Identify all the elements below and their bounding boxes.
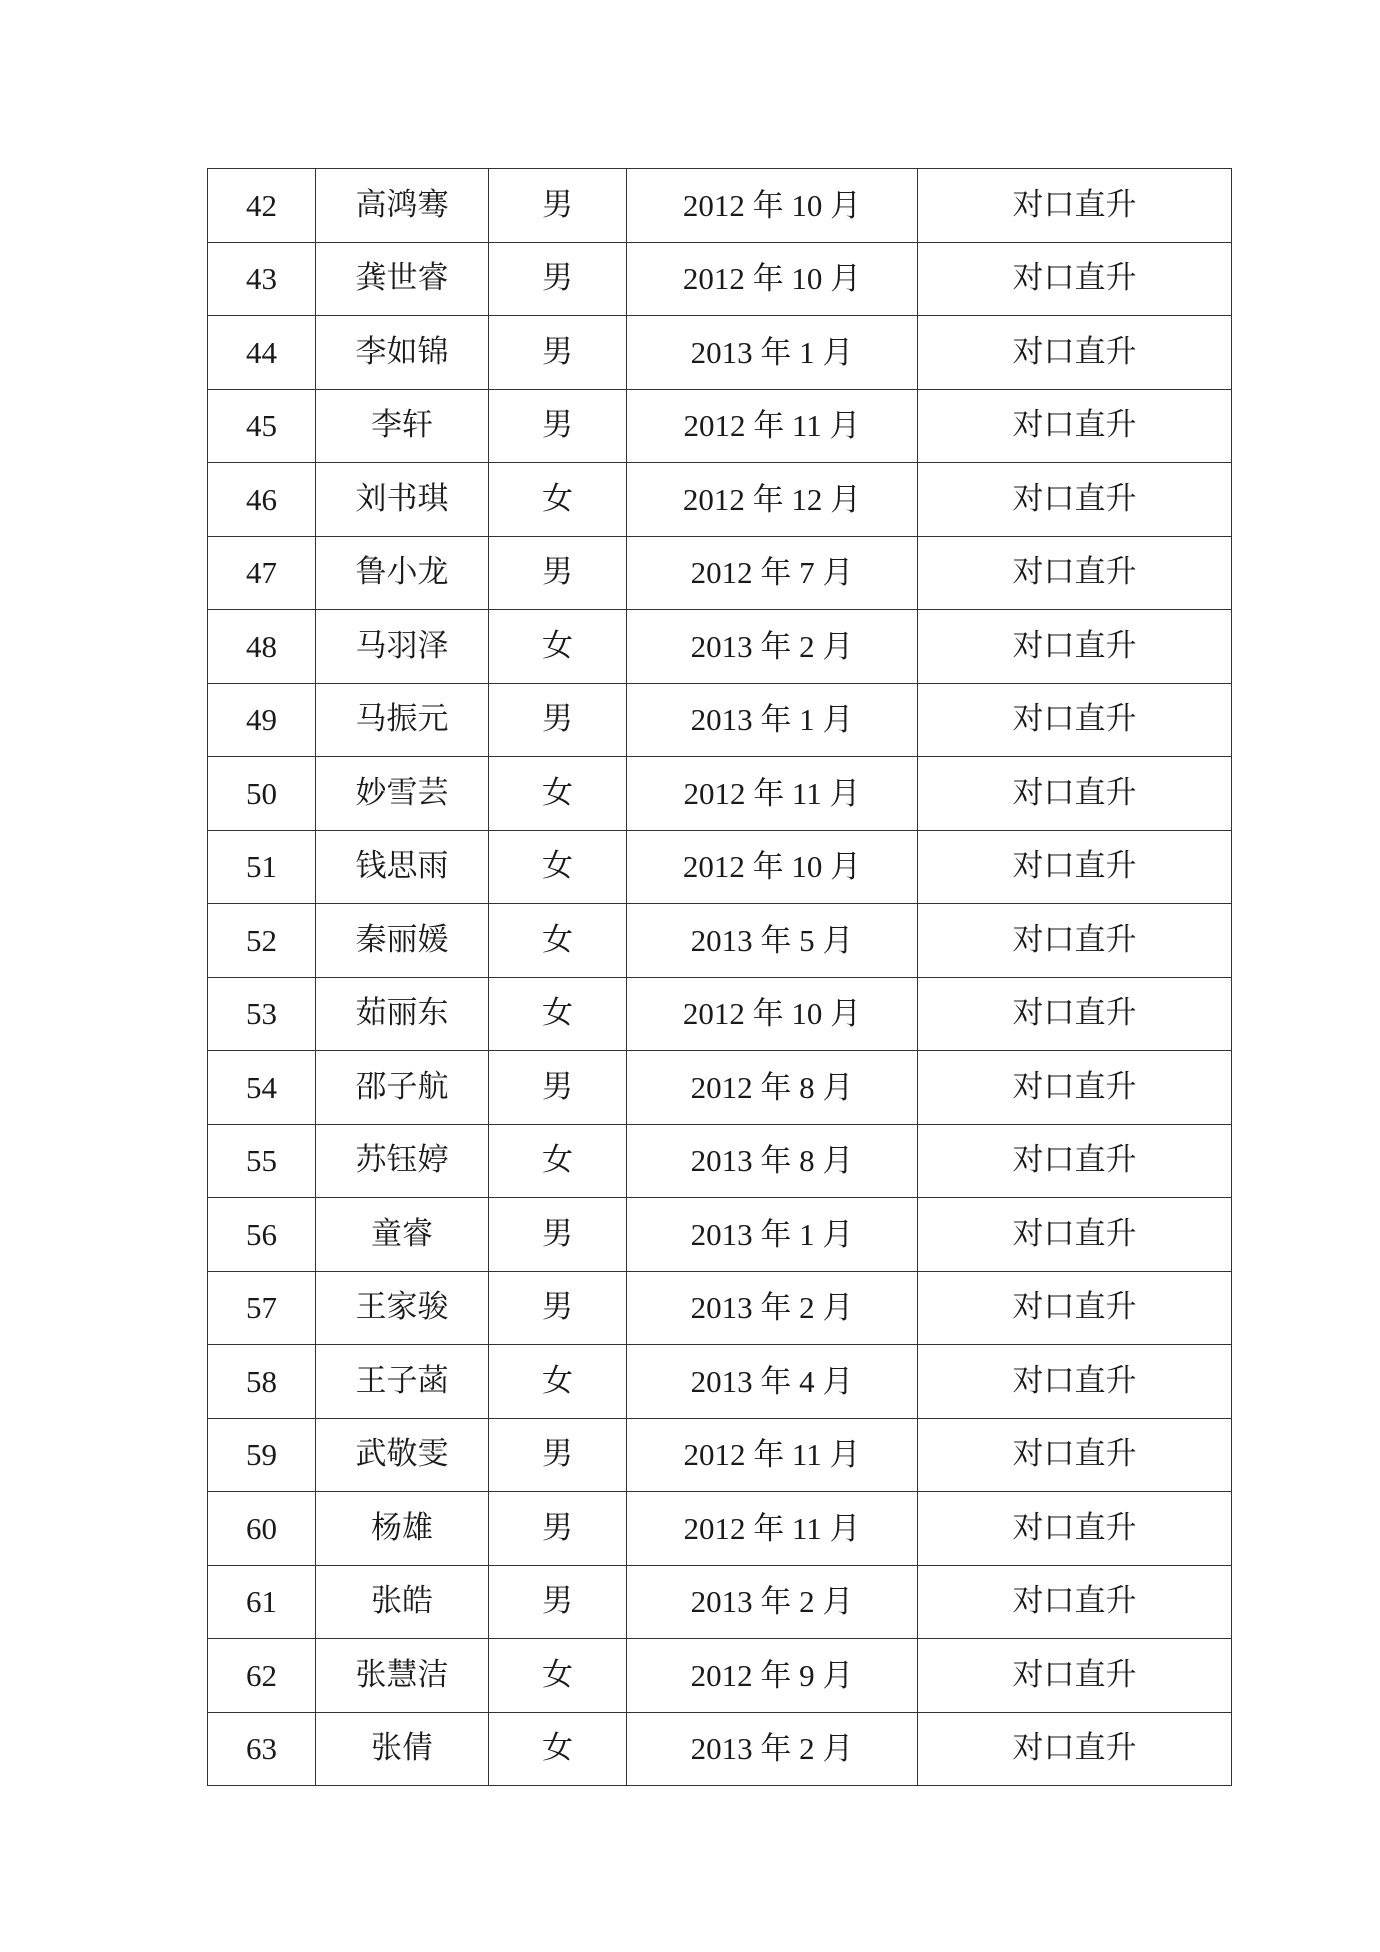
gender-cell: 男 <box>489 1418 627 1492</box>
row-number-cell: 48 <box>208 610 316 684</box>
table-row <box>208 757 1232 831</box>
birth-date-cell: 2012 年 12 月 <box>627 463 918 537</box>
admission-type-cell: 对口直升 <box>918 1345 1232 1419</box>
table-row <box>208 463 1232 537</box>
admission-type-cell: 对口直升 <box>918 1565 1232 1639</box>
student-name-cell: 邵子航 <box>316 1051 489 1125</box>
admission-type-cell: 对口直升 <box>918 830 1232 904</box>
gender-cell: 男 <box>489 169 627 243</box>
birth-date-cell: 2013 年 5 月 <box>627 904 918 978</box>
row-number-cell: 54 <box>208 1051 316 1125</box>
admission-type-cell: 对口直升 <box>918 977 1232 1051</box>
student-name-cell: 王子菡 <box>316 1345 489 1419</box>
birth-date-cell: 2012 年 9 月 <box>627 1639 918 1713</box>
table-row <box>208 1712 1232 1786</box>
student-name-cell: 李轩 <box>316 389 489 463</box>
student-roster-table <box>207 168 1232 1786</box>
student-name-cell: 杨雄 <box>316 1492 489 1566</box>
student-name-cell: 王家骏 <box>316 1271 489 1345</box>
row-number-cell: 55 <box>208 1124 316 1198</box>
birth-date-cell: 2013 年 2 月 <box>627 610 918 684</box>
birth-date-cell: 2012 年 10 月 <box>627 977 918 1051</box>
admission-type-cell: 对口直升 <box>918 757 1232 831</box>
student-name-cell: 龚世睿 <box>316 242 489 316</box>
table-row <box>208 1639 1232 1713</box>
row-number-cell: 46 <box>208 463 316 537</box>
admission-type-cell: 对口直升 <box>918 389 1232 463</box>
table-row <box>208 1418 1232 1492</box>
gender-cell: 女 <box>489 463 627 537</box>
admission-type-cell: 对口直升 <box>918 1124 1232 1198</box>
roster-body <box>208 169 1232 1786</box>
student-name-cell: 马羽泽 <box>316 610 489 684</box>
birth-date-cell: 2013 年 1 月 <box>627 683 918 757</box>
admission-type-cell: 对口直升 <box>918 1271 1232 1345</box>
row-number-cell: 52 <box>208 904 316 978</box>
student-name-cell: 李如锦 <box>316 316 489 390</box>
admission-type-cell: 对口直升 <box>918 610 1232 684</box>
admission-type-cell: 对口直升 <box>918 1712 1232 1786</box>
birth-date-cell: 2012 年 10 月 <box>627 830 918 904</box>
birth-date-cell: 2012 年 10 月 <box>627 242 918 316</box>
student-name-cell: 马振元 <box>316 683 489 757</box>
table-row <box>208 1345 1232 1419</box>
table-row <box>208 1198 1232 1272</box>
student-name-cell: 苏钰婷 <box>316 1124 489 1198</box>
admission-type-cell: 对口直升 <box>918 683 1232 757</box>
row-number-cell: 42 <box>208 169 316 243</box>
table-row <box>208 977 1232 1051</box>
row-number-cell: 51 <box>208 830 316 904</box>
row-number-cell: 50 <box>208 757 316 831</box>
row-number-cell: 45 <box>208 389 316 463</box>
birth-date-cell: 2012 年 7 月 <box>627 536 918 610</box>
gender-cell: 女 <box>489 977 627 1051</box>
gender-cell: 男 <box>489 389 627 463</box>
gender-cell: 男 <box>489 1492 627 1566</box>
birth-date-cell: 2012 年 11 月 <box>627 389 918 463</box>
gender-cell: 男 <box>489 683 627 757</box>
table-row <box>208 830 1232 904</box>
admission-type-cell: 对口直升 <box>918 1418 1232 1492</box>
birth-date-cell: 2012 年 11 月 <box>627 757 918 831</box>
table-row <box>208 536 1232 610</box>
row-number-cell: 44 <box>208 316 316 390</box>
table-row <box>208 316 1232 390</box>
row-number-cell: 47 <box>208 536 316 610</box>
gender-cell: 男 <box>489 1271 627 1345</box>
row-number-cell: 56 <box>208 1198 316 1272</box>
table-row <box>208 1565 1232 1639</box>
row-number-cell: 63 <box>208 1712 316 1786</box>
birth-date-cell: 2013 年 2 月 <box>627 1712 918 1786</box>
row-number-cell: 58 <box>208 1345 316 1419</box>
row-number-cell: 43 <box>208 242 316 316</box>
birth-date-cell: 2013 年 4 月 <box>627 1345 918 1419</box>
student-name-cell: 武敬雯 <box>316 1418 489 1492</box>
birth-date-cell: 2012 年 10 月 <box>627 169 918 243</box>
gender-cell: 男 <box>489 316 627 390</box>
admission-type-cell: 对口直升 <box>918 1492 1232 1566</box>
gender-cell: 男 <box>489 1051 627 1125</box>
table-row <box>208 1051 1232 1125</box>
gender-cell: 女 <box>489 610 627 684</box>
row-number-cell: 61 <box>208 1565 316 1639</box>
student-name-cell: 张皓 <box>316 1565 489 1639</box>
gender-cell: 女 <box>489 1639 627 1713</box>
gender-cell: 男 <box>489 1565 627 1639</box>
table-row <box>208 389 1232 463</box>
student-name-cell: 茹丽东 <box>316 977 489 1051</box>
birth-date-cell: 2013 年 8 月 <box>627 1124 918 1198</box>
table-row <box>208 169 1232 243</box>
gender-cell: 男 <box>489 242 627 316</box>
admission-type-cell: 对口直升 <box>918 904 1232 978</box>
student-name-cell: 妙雪芸 <box>316 757 489 831</box>
admission-type-cell: 对口直升 <box>918 536 1232 610</box>
student-name-cell: 张倩 <box>316 1712 489 1786</box>
admission-type-cell: 对口直升 <box>918 1198 1232 1272</box>
table-row <box>208 1271 1232 1345</box>
gender-cell: 女 <box>489 1124 627 1198</box>
row-number-cell: 59 <box>208 1418 316 1492</box>
gender-cell: 男 <box>489 1198 627 1272</box>
student-name-cell: 张慧洁 <box>316 1639 489 1713</box>
table-row <box>208 904 1232 978</box>
gender-cell: 女 <box>489 830 627 904</box>
birth-date-cell: 2012 年 11 月 <box>627 1492 918 1566</box>
gender-cell: 男 <box>489 536 627 610</box>
row-number-cell: 49 <box>208 683 316 757</box>
row-number-cell: 60 <box>208 1492 316 1566</box>
gender-cell: 女 <box>489 904 627 978</box>
birth-date-cell: 2012 年 11 月 <box>627 1418 918 1492</box>
birth-date-cell: 2013 年 1 月 <box>627 316 918 390</box>
student-name-cell: 高鸿骞 <box>316 169 489 243</box>
student-name-cell: 刘书琪 <box>316 463 489 537</box>
student-name-cell: 鲁小龙 <box>316 536 489 610</box>
birth-date-cell: 2012 年 8 月 <box>627 1051 918 1125</box>
table-row <box>208 242 1232 316</box>
student-name-cell: 秦丽媛 <box>316 904 489 978</box>
admission-type-cell: 对口直升 <box>918 169 1232 243</box>
table-row <box>208 683 1232 757</box>
table-row <box>208 1492 1232 1566</box>
birth-date-cell: 2013 年 1 月 <box>627 1198 918 1272</box>
birth-date-cell: 2013 年 2 月 <box>627 1271 918 1345</box>
admission-type-cell: 对口直升 <box>918 463 1232 537</box>
row-number-cell: 53 <box>208 977 316 1051</box>
table-row <box>208 1124 1232 1198</box>
student-name-cell: 钱思雨 <box>316 830 489 904</box>
table-row <box>208 610 1232 684</box>
student-name-cell: 童睿 <box>316 1198 489 1272</box>
gender-cell: 女 <box>489 757 627 831</box>
admission-type-cell: 对口直升 <box>918 316 1232 390</box>
birth-date-cell: 2013 年 2 月 <box>627 1565 918 1639</box>
row-number-cell: 57 <box>208 1271 316 1345</box>
admission-type-cell: 对口直升 <box>918 242 1232 316</box>
admission-type-cell: 对口直升 <box>918 1051 1232 1125</box>
admission-type-cell: 对口直升 <box>918 1639 1232 1713</box>
gender-cell: 女 <box>489 1712 627 1786</box>
gender-cell: 女 <box>489 1345 627 1419</box>
row-number-cell: 62 <box>208 1639 316 1713</box>
